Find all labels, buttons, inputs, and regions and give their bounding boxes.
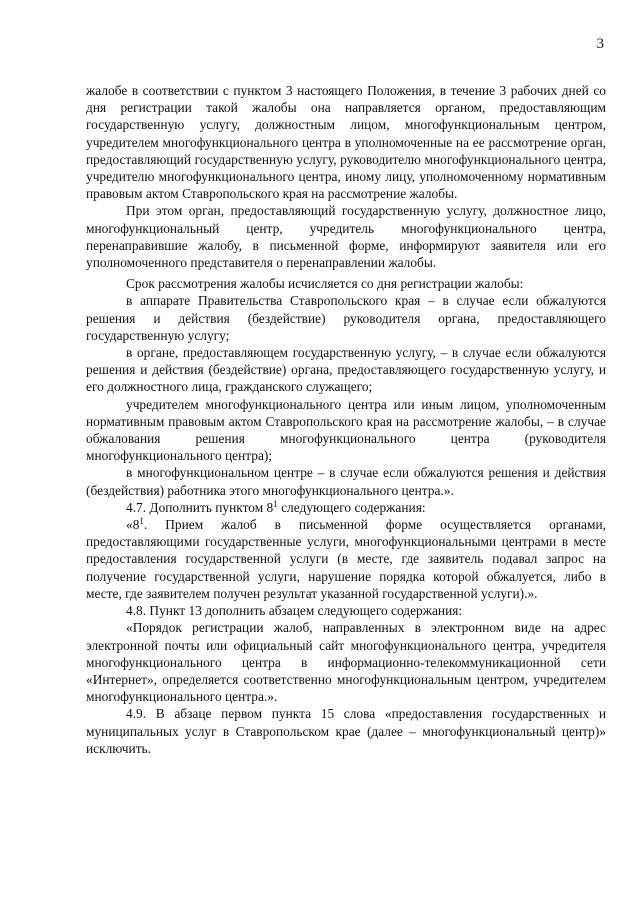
paragraph-text: 4.7. Дополнить пунктом 8 xyxy=(126,499,274,515)
page-number: 3 xyxy=(596,36,604,52)
paragraph: в многофункциональном центре – в случае если обжалуются решения и действия (бездействия) работника этого многофункционального центра.». xyxy=(86,465,606,498)
paragraph: в органе, предоставляющем государственную услугу, – в случае если обжалуются решения и действия (бездействие) органа, предоставляющего государственную услугу, и его должностного лица, гражданского служащего; xyxy=(86,345,606,395)
paragraph-text: следующего содержания: xyxy=(277,499,426,515)
paragraph: в аппарате Правительства Ставропольского края – в случае если обжалуются решения и действия (бездействие) руководителя органа, предоставляющего государственную услугу; xyxy=(86,293,606,343)
superscript: 1 xyxy=(273,498,278,509)
document-body xyxy=(86,82,606,757)
paragraph: жалобе в соответствии с пунктом 3 настоящего Положения, в течение 3 рабочих дней со дня регистрации такой жалобы она направляется органом, предоставляющим государственную услугу, должностным лицом, многофункциональным центром, учредителем многофункционального центра в уполномоченные на ее рассмотрение орган, предоставляющий государственную услугу, руководителю многофункционального центра, учредителю многофункционального центра, иному лицу, уполномоченному нормативным правовым актом Ставропольского края на рассмотрение жалобы. xyxy=(86,83,606,202)
paragraph-text: «8 xyxy=(126,517,140,533)
paragraph: Срок рассмотрения жалобы исчисляется со дня регистрации жалобы: xyxy=(126,276,524,292)
superscript: 1 xyxy=(139,516,144,527)
paragraph-text: . Прием жалоб в письменной форме осуществляется органами, предоставляющими государственные услуги, многофункциональными центрами в месте предоставления государственной услуги (в месте, где заявитель подавал запрос на получение государственной услуги, нарушение порядка которой обжалуется, либо в месте, где заявителем получен результат указанной государственной услуги).». xyxy=(86,517,606,601)
paragraph-amendment-4-9: 4.9. В абзаце первом пункта 15 слова «предоставления государственных и муниципальных услуг в Ставропольском крае (далее – многофункциональный центр)» исключить. xyxy=(86,706,606,756)
paragraph-clause-8-1 xyxy=(86,516,606,602)
paragraph: учредителем многофункционального центра или иным лицом, уполномоченным нормативным правовым актом Ставропольского края на рассмотрение жалобы, – в случае обжалования решения многофункционального центра (руководителя многофункционального центра); xyxy=(86,396,606,464)
paragraph: «Порядок регистрации жалоб, направленных в электронном виде на адрес электронной почты или официальный сайт многофункционального центра, учредителя многофункционального центра в информационно-телекоммуникационной сети «Интернет», определяется соответственно многофункциональным центром, учредителем многофункционального центра.». xyxy=(86,620,606,705)
paragraph: При этом орган, предоставляющий государственную услугу, должностное лицо, многофункциональный центр, учредитель многофункционального центра, перенаправившие жалобу, в письменной форме, информируют заявителя или его уполномоченного представителя о перенаправлении жалобы. xyxy=(86,203,606,271)
paragraph-amendment-4-8: 4.8. Пункт 13 дополнить абзацем следующего содержания: xyxy=(126,603,463,619)
paragraph-amendment-4-7 xyxy=(86,499,606,516)
